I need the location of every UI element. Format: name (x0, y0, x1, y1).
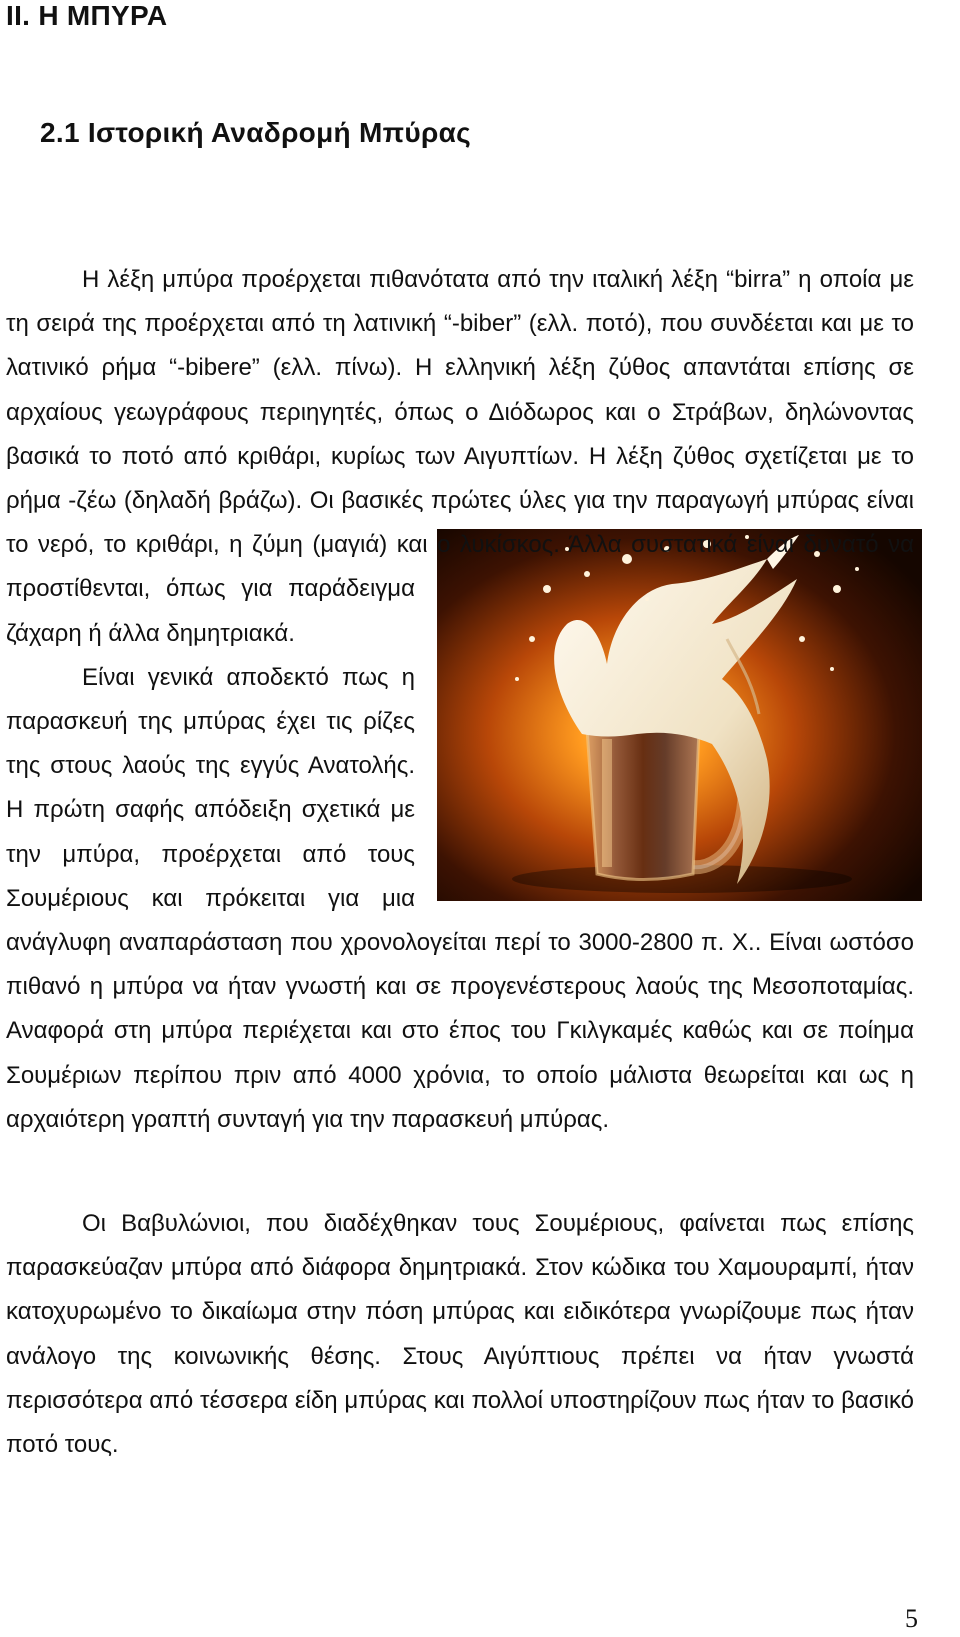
paragraph-ingredients-text: ζύμη (μαγιά) και ο λυκίσκος. Άλλα συστατικά είναι δυνατό να προστίθενται, όπως για παράδειγμα ζάχαρη ή άλλα δημητριακά. (6, 531, 914, 647)
paragraph-babylonians: Οι Βαβυλώνιοι, που διαδέχθηκαν τους Σουμέριους, φαίνεται πως επίσης παρασκεύαζαν μπύρα από διάφορα δημητριακά. Στον κώδικα του Χαμουραμπί, ήταν κατοχυρωμένο το δικαίωμα στην πόση μπύρας και ειδικότερα γνωρίζουμε πως ήταν ανάλογο της κοινωνικής θέσης. Στους Αιγύπτιους πρέπει να ήταν γνωστά περισσότερα από τέσσερα είδη μπύρας και πολλοί υποστηρίζουν πως ήταν το βασικό ποτό τους. (6, 1210, 914, 1459)
page-number: 5 (905, 1604, 918, 1633)
chapter-heading: II. Η ΜΠΥΡΑ (6, 0, 168, 31)
paragraph-etymology-text: Η λέξη μπύρα προέρχεται πιθανότατα από την ιταλική λέξη “birra” η οποία με τη σειρά της προέρχεται από τη λατινική “-biber” (ελλ. ποτό), που συνδέεται και με το λατινικό ρήμα “-bibere” (ελλ. πίνω). Η ελληνική λέξη ζύθος απαντάται επίσης σε αρχαίους γεωγράφους περιηγητές, όπως ο Διόδωρος και ο Στράβων, δηλώνοντας βασικά το ποτό από κριθάρι, κυρίως των Αιγυπτίων. Η λέξη ζύθος σχετίζεται με το ρήμα -ζέω (δηλαδή βράζω). Οι βασικές πρώτες ύλες για την παραγωγή μπύρας είναι το νερό, το κριθάρι, η (6, 266, 914, 559)
beer-mug-image (437, 529, 922, 901)
paragraph-etymology (6, 258, 914, 1142)
paragraph-origins-text: Είναι γενικά αποδεκτό πως η παρασκευή της μπύρας έχει τις ρίζες της στους λαούς της εγγύς Ανατολής. Η πρώτη σαφής απόδειξη σχετικά με την μπύρα, προέρχεται από τους Σουμέριους και πρόκειται για μια ανάγλυφη αναπαράσταση που χρονολογείται περί το 3000-2800 π. Χ.. Είναι ωστόσο πιθανό η μπύρα να ήταν γνωστή και σε προγενέστερους λαούς της Μεσοποταμίας. Αναφορά στη μπύρα περιέχεται και στο έπος του Γκιλγκαμές καθώς και σε ποίημα Σουμέριων περίπου πριν από 4000 χρόνια, το οποίο μάλιστα θεωρείται και ως η αρχαιότερη γραπτή συνταγή για την παρασκευή μπύρας. (6, 663, 914, 1133)
section-heading: 2.1 Ιστορική Αναδρομή Μπύρας (40, 117, 471, 148)
